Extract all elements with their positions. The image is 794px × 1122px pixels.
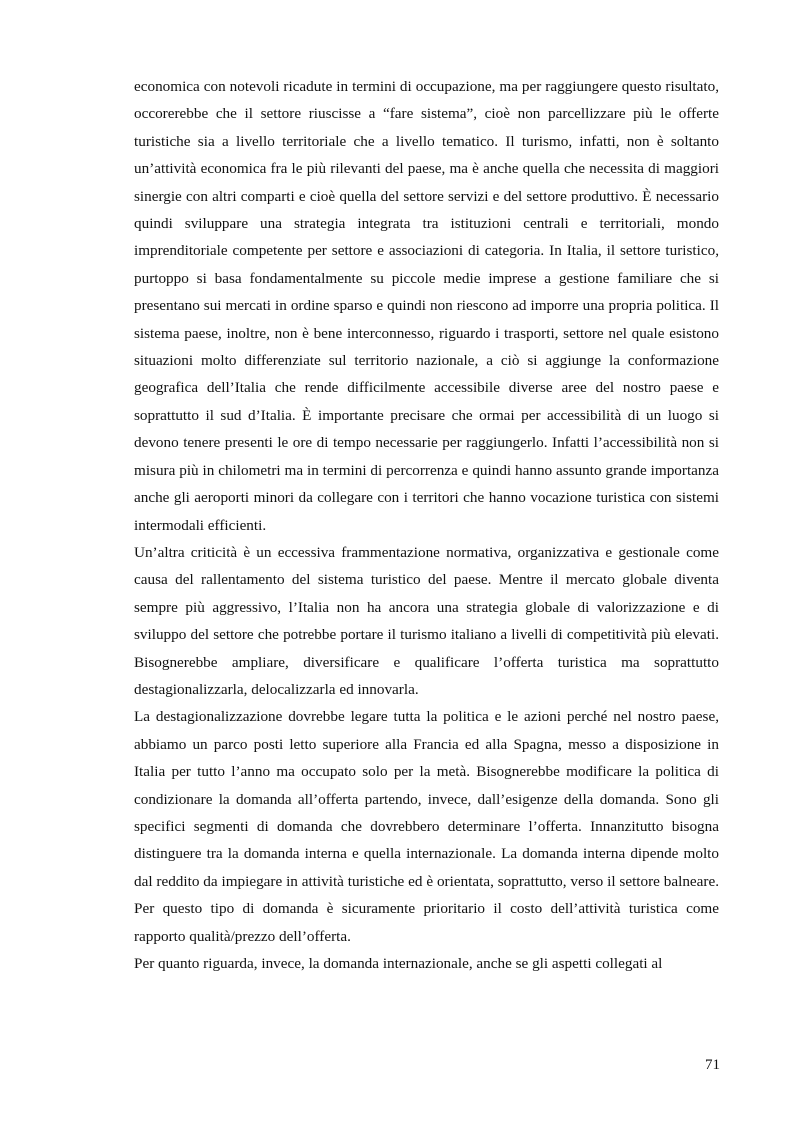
page-number: 71 [705, 1057, 720, 1073]
page-body [134, 73, 719, 977]
paragraph-2: Un’altra criticità è un eccessiva frammentazione normativa, organizzativa e gestionale come causa del rallentamento del sistema turistico del paese. Mentre il mercato globale diventa sempre più aggressivo, l’Italia non ha ancora una strategia globale di valorizzazione e di sviluppo del settore che potrebbe portare il turismo italiano a livelli di competitività più elevati. Bisognerebbe ampliare, diversificare e qualificare l’offerta turistica ma soprattutto destagionalizzarla, delocalizzarla ed innovarla. [134, 543, 719, 698]
paragraph-1: economica con notevoli ricadute in termini di occupazione, ma per raggiungere questo risultato, occorerebbe che il settore riuscisse a “fare sistema”, cioè non parcellizzare più le offerte turistiche sia a livello territoriale che a livello tematico. Il turismo, infatti, non è soltanto un’attività economica fra le più rilevanti del paese, ma è anche quella che necessita di maggiori sinergie con altri comparti e cioè quella del settore servizi e del settore produttivo. È necessario quindi sviluppare una strategia integrata tra istituzioni centrali e territoriali, mondo imprenditoriale competente per settore e associazioni di categoria. In Italia, il settore turistico, purtoppo si basa fondamentalmente su piccole medie imprese a gestione familiare che si presentano sui mercati in ordine sparso e quindi non riescono ad imporre una propria politica. Il sistema paese, inoltre, non è bene interconnesso, riguardo i trasporti, settore nel quale esistono situazioni molto differenziate sul territorio nazionale, a ciò si aggiunge la conformazione geografica dell’Italia che rende difficilmente accessibile diverse aree del nostro paese e soprattutto il sud d’Italia. È importante precisare che ormai per accessibilità di un luogo si devono tenere presenti le ore di tempo necessarie per raggiungerlo. Infatti l’accessibilità non si misura più in chilometri ma in termini di percorrenza e quindi hanno assunto grande importanza anche gli aeroporti minori da collegare con i territori che hanno vocazione turistica con sistemi intermodali efficienti. [134, 78, 719, 534]
paragraph-4: Per quanto riguarda, invece, la domanda internazionale, anche se gli aspetti collegati al [134, 955, 663, 972]
paragraph-3: La destagionalizzazione dovrebbe legare tutta la politica e le azioni perché nel nostro paese, abbiamo un parco posti letto superiore alla Francia ed alla Spagna, messo a disposizione in Italia per tutto l’anno ma occupato solo per la metà. Bisognerebbe modificare la politica di condizionare la domanda all’offerta partendo, invece, dall’esigenze della domanda. Sono gli specifici segmenti di domanda che dovrebbero determinare l’offerta. Innanzitutto bisogna distinguere tra la domanda interna e quella internazionale. La domanda interna dipende molto dal reddito da impiegare in attività turistiche ed è orientata, soprattutto, verso il settore balneare. Per questo tipo di domanda è sicuramente prioritario il costo dell’attività turistica come rapporto qualità/prezzo dell’offerta. [134, 708, 719, 945]
